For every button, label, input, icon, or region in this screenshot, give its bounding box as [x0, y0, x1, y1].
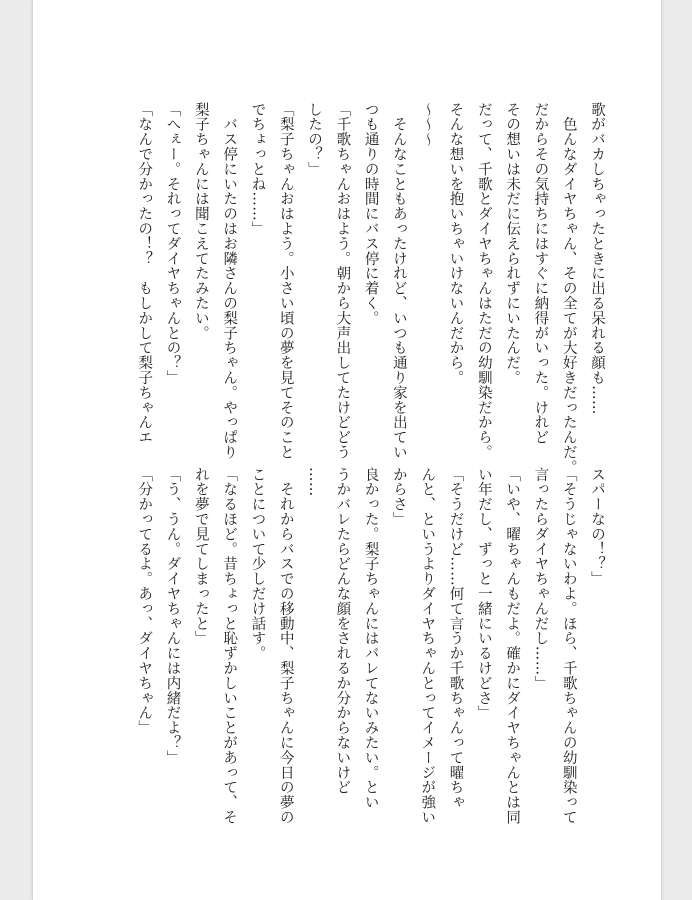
text-line: 色んなダイヤちゃん、その全てが大好きだったんだ。 — [560, 102, 577, 475]
text-line: れを夢で見てしまったと」 — [192, 467, 209, 646]
text-line: い年だし、ずっと一緒にいるけどさ」 — [475, 467, 492, 721]
text-line: そんなこともあったけれど、いつも通り家を出てい — [390, 102, 407, 460]
text-line: 「う、うん。ダイヤちゃんには内緒だよ？」 — [164, 467, 181, 765]
section-divider: 〜〜〜 — [419, 102, 436, 147]
section-divider: …… — [306, 467, 323, 497]
text-line: バス停にいたのはお隣さんの梨子ちゃん。やっぱり — [221, 102, 238, 460]
document-page — [32, 0, 662, 900]
lower-text-block — [130, 467, 611, 825]
text-line: からさ」 — [390, 467, 407, 527]
text-line: それからバスでの移動中、梨子ちゃんに今日の夢の — [277, 467, 294, 825]
text-line: スパーなの！？」 — [589, 467, 605, 587]
text-line: んと、というよりダイヤちゃんとってイメージが強い — [419, 467, 436, 825]
text-line: 「なんで分かったの！？ もしかして梨子ちゃんエ — [136, 102, 153, 445]
text-line: だって、千歌とダイヤちゃんはただの幼馴染だから。 — [475, 102, 492, 460]
text-line: ことについて少しだけ話す。 — [249, 467, 266, 661]
text-line: 梨子ちゃんには聞こえてたみたい。 — [192, 102, 209, 341]
text-line: その想いは未だに伝えられずにいたんだ。 — [504, 102, 521, 386]
text-line: 「なるほど。昔ちょっと恥ずかしいことがあって、そ — [221, 467, 238, 825]
text-line: 「そうだけど……何て言うか千歌ちゃんって曜ちゃ — [447, 467, 464, 810]
text-line: でちょっとね……」 — [249, 102, 266, 237]
text-line: うかバレたらどんな顔をされるか分からないけど — [334, 467, 351, 795]
text-line: 言ったらダイヤちゃんだし……」 — [532, 467, 549, 691]
text-line: 良かった。梨子ちゃんにはバレてないみたい。とい — [362, 467, 379, 810]
upper-text-block — [130, 102, 611, 475]
text-line: 歌がバカしちゃったときに出る呆れる顔も…… — [589, 102, 605, 415]
text-line: 「千歌ちゃんおはよう。朝から大声出してたけどどう — [334, 102, 351, 460]
text-line: 「そうじゃないわよ。ほら、千歌ちゃんの幼馴染って — [560, 467, 577, 825]
text-line: つも通りの時間にバス停に着く。 — [362, 102, 379, 326]
text-line: 「いや、曜ちゃんもだよ。確かにダイヤちゃんとは同 — [504, 467, 521, 825]
text-line: したの？」 — [306, 102, 323, 177]
text-line: そんな想いを抱いちゃいけないんだから。 — [447, 102, 464, 386]
text-line: 「梨子ちゃんおはよう。小さい頃の夢を見てそのこと — [277, 102, 294, 460]
text-line: だからその気持ちにはすぐに納得がいった。けれど — [532, 102, 549, 445]
text-line: 「分かってるよ。あっ、ダイヤちゃん」 — [136, 467, 153, 736]
text-line: 「へぇー。それってダイヤちゃんとの？」 — [164, 102, 181, 386]
